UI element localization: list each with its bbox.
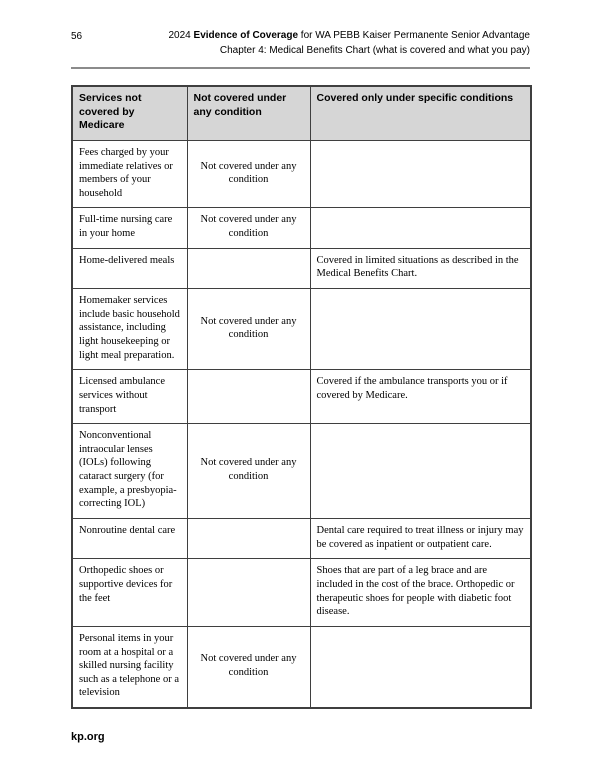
not-covered-cell: Not covered under any condition	[187, 626, 310, 708]
covered-cell	[310, 626, 531, 708]
covered-cell: Covered if the ambulance transports you or if covered by Medicare.	[310, 370, 531, 424]
service-cell: Home-delivered meals	[72, 248, 187, 288]
table-row	[72, 424, 531, 519]
not-covered-cell	[187, 248, 310, 288]
not-covered-cell: Not covered under any condition	[187, 208, 310, 248]
table-row	[72, 208, 531, 248]
covered-cell	[310, 140, 531, 208]
header-line-2: Chapter 4: Medical Benefits Chart (what is covered and what you pay)	[219, 44, 530, 56]
table-row	[72, 519, 531, 559]
service-cell: Personal items in your room at a hospital or a skilled nursing facility such as a telephone or a television	[72, 626, 187, 708]
covered-cell: Covered in limited situations as described in the Medical Benefits Chart.	[310, 248, 531, 288]
page-number: 56	[71, 31, 83, 42]
not-covered-cell: Not covered under any condition	[187, 289, 310, 370]
header-text	[82, 29, 530, 58]
column-header-services: Services not covered by Medicare	[72, 86, 187, 140]
covered-cell	[310, 289, 531, 370]
table-row	[72, 370, 531, 424]
running-header	[0, 0, 600, 58]
service-cell: Homemaker services include basic household assistance, including light housekeeping or light meal preparation.	[72, 289, 187, 370]
table-header-row	[72, 86, 531, 140]
header-line1-suffix: for WA PEBB Kaiser Permanente Senior Advantage	[298, 30, 530, 41]
service-cell: Orthopedic shoes or supportive devices for the feet	[72, 559, 187, 627]
table-row	[72, 289, 531, 370]
benefits-table	[71, 85, 532, 709]
covered-cell	[310, 424, 531, 519]
header-line1-title: Evidence of Coverage	[193, 30, 299, 41]
column-header-covered-conditions: Covered only under specific conditions	[310, 86, 531, 140]
column-header-not-covered: Not covered under any condition	[187, 86, 310, 140]
header-divider	[71, 67, 530, 69]
not-covered-cell	[187, 370, 310, 424]
service-cell: Licensed ambulance services without transport	[72, 370, 187, 424]
not-covered-cell: Not covered under any condition	[187, 140, 310, 208]
covered-cell: Dental care required to treat illness or injury may be covered as inpatient or outpatient care.	[310, 519, 531, 559]
covered-cell: Shoes that are part of a leg brace and are included in the cost of the brace. Orthopedic or therapeutic shoes for people with diabetic foot disease.	[310, 559, 531, 627]
service-cell: Nonroutine dental care	[72, 519, 187, 559]
not-covered-cell	[187, 559, 310, 627]
service-cell: Nonconventional intraocular lenses (IOLs) following cataract surgery (for example, a presbyopia-correcting IOL)	[72, 424, 187, 519]
header-line-1	[82, 29, 530, 44]
table-row	[72, 626, 531, 708]
service-cell: Fees charged by your immediate relatives or members of your household	[72, 140, 187, 208]
service-cell: Full-time nursing care in your home	[72, 208, 187, 248]
table-row	[72, 248, 531, 288]
not-covered-cell: Not covered under any condition	[187, 424, 310, 519]
header-line1-prefix: 2024	[168, 30, 194, 41]
covered-cell	[310, 208, 531, 248]
table-row	[72, 559, 531, 627]
table-row	[72, 140, 531, 208]
not-covered-cell	[187, 519, 310, 559]
footer-logo: kp.org	[71, 731, 105, 743]
